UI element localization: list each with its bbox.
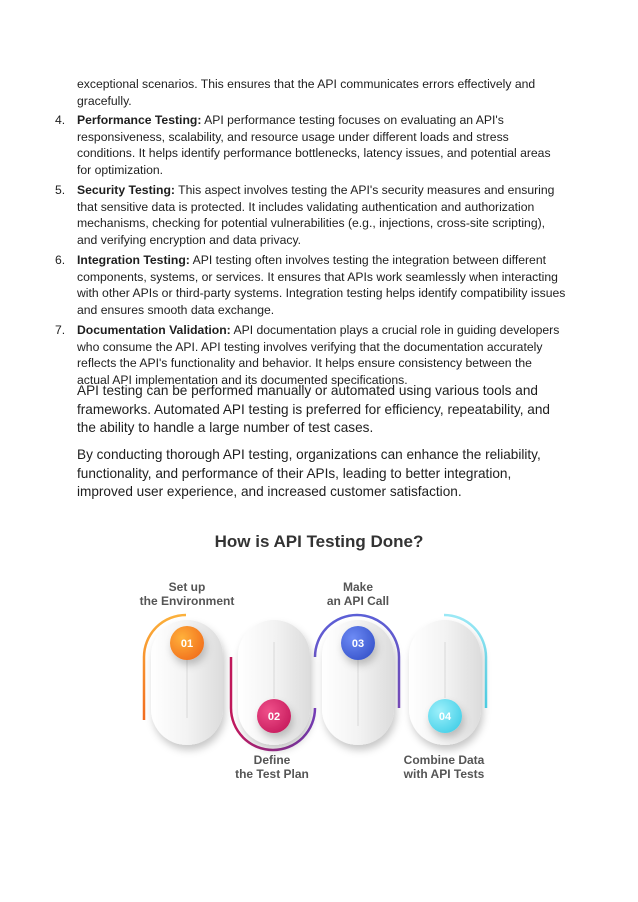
step-01-label: Set up the Environment <box>139 580 235 608</box>
list-item-text: API performance testing focuses on evaluating an API's responsiveness, scalability, and resource usage under different loads and stress conditions. It helps identify performance bottlenecks, latency issues, and potential areas for optimization. <box>77 113 551 177</box>
step-04-number: 04 <box>438 711 452 723</box>
infographic-title: How is API Testing Done? <box>214 532 424 551</box>
list-item-number: 6. <box>55 253 66 267</box>
list-item-term: Integration Testing: <box>77 253 190 267</box>
numbered-list <box>0 112 638 392</box>
list-item-number: 5. <box>55 183 66 197</box>
list-item-term: Security Testing: <box>77 183 175 197</box>
step-03-label: Make an API Call <box>326 580 390 608</box>
step-02-number: 02 <box>267 711 281 723</box>
api-testing-infographic <box>0 530 638 820</box>
body-paragraph: API testing can be performed manually or automated using various tools and frameworks. Automated API testing is preferred for efficiency, repeatability, and the ability to handle a large number of test cases. <box>77 383 550 435</box>
continuation-text: exceptional scenarios. This ensures that the API communicates errors effectively and gracefully. <box>77 77 536 108</box>
body-paragraph: By conducting thorough API testing, organizations can enhance the reliability, functionality, and performance of their APIs, leading to better integration, improved user experience, and increased customer satisfaction. <box>77 447 541 499</box>
list-item <box>0 322 567 388</box>
list-item-text: This aspect involves testing the API's security measures and ensuring that sensitive data is protected. It includes validating authentication and authorization mechanisms, checking for potential vulnerabilities (e.g., injections, cross-site scripting), and verifying encryption and data privacy. <box>77 183 555 247</box>
list-item-term: Documentation Validation: <box>77 323 231 337</box>
step-02-label: Define the Test Plan <box>235 753 309 781</box>
list-item <box>0 182 567 248</box>
step-01-number: 01 <box>180 638 194 650</box>
list-item-text: API testing often involves testing the integration between different components, systems, or services. It ensures that APIs work seamlessly when interacting with other APIs or third-party systems. Integration testing helps identify compatibility issues and ensures smooth data exchange. <box>77 253 566 317</box>
list-item-number: 4. <box>55 113 66 127</box>
step-04-label: Combine Data with API Tests <box>403 753 485 781</box>
list-item <box>0 252 567 318</box>
list-item <box>0 112 567 178</box>
step-03-number: 03 <box>351 638 365 650</box>
list-item-text: API documentation plays a crucial role in guiding developers who consume the API. API testing involves verifying that the documentation accurately reflects the API's functionality and behavior. It helps ensure consistency between the actual API implementation and its documented specifications. <box>77 323 560 387</box>
list-item-term: Performance Testing: <box>77 113 202 127</box>
list-item-number: 7. <box>55 323 66 337</box>
